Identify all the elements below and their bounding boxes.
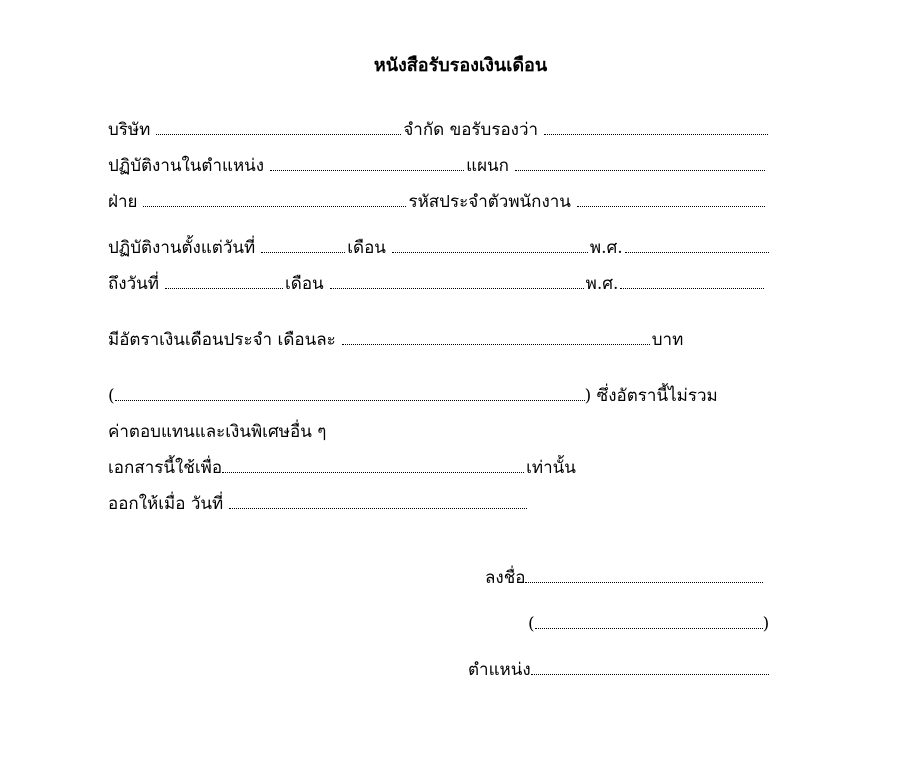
start-year-field[interactable] [625, 238, 769, 253]
department-label: แผนก [466, 156, 509, 176]
salary-row [108, 328, 683, 352]
position-row [108, 154, 767, 178]
signer-close-paren: ) [762, 614, 770, 634]
amount-words-field[interactable] [115, 386, 585, 401]
start-month-label: เดือน [347, 238, 386, 258]
end-year-label: พ.ศ. [585, 274, 619, 294]
start-date-row [108, 236, 771, 260]
company-name-field[interactable] [156, 120, 401, 135]
signature-row [485, 566, 763, 590]
signer-position-label: ตำแหน่ง [468, 660, 531, 680]
signer-name-row [528, 612, 769, 636]
sign-label: ลงชื่อ [485, 568, 526, 588]
end-year-field[interactable] [620, 274, 764, 289]
document-title: หนังสือรับรองเงินเดือน [373, 55, 548, 76]
start-date-label: ปฏิบัติงานตั้งแต่วันที่ [108, 238, 256, 258]
limited-certify-label: จำกัด ขอรับรองว่า [403, 120, 539, 140]
employee-name-field[interactable] [544, 120, 768, 135]
purpose-field[interactable] [222, 458, 524, 473]
salary-amount-field[interactable] [342, 330, 650, 345]
exclusion-note: ) ซึ่งอัตรานี้ไม่รวม [584, 386, 718, 406]
division-row [108, 190, 767, 214]
compensation-row [108, 420, 326, 444]
issued-row [108, 492, 529, 516]
end-month-label: เดือน [284, 274, 324, 294]
signer-position-row [468, 658, 769, 682]
signer-position-field[interactable] [531, 660, 769, 675]
compensation-note: ค่าตอบแทนและเงินพิเศษอื่น ๆ [108, 422, 327, 442]
end-month-field[interactable] [330, 274, 584, 289]
end-day-field[interactable] [165, 274, 283, 289]
purpose-label: เอกสารนี้ใช้เพื่อ [108, 458, 223, 478]
end-date-row [108, 272, 766, 296]
start-year-label: พ.ศ. [589, 238, 623, 258]
issued-date-field[interactable] [229, 494, 527, 509]
end-date-label: ถึงวันที่ [108, 274, 159, 294]
company-label: บริษัท [108, 120, 151, 140]
baht-label: บาท [651, 330, 684, 350]
employee-id-label: รหัสประจำตัวพนักงาน [408, 192, 571, 212]
division-field[interactable] [143, 192, 406, 207]
signer-name-field[interactable] [535, 614, 763, 629]
start-month-field[interactable] [392, 238, 588, 253]
employee-id-field[interactable] [577, 192, 765, 207]
purpose-row [108, 456, 576, 480]
salary-label: มีอัตราเงินเดือนประจำ เดือนละ [108, 330, 336, 350]
position-field[interactable] [270, 156, 464, 171]
only-label: เท่านั้น [526, 458, 576, 478]
open-paren: ( [108, 386, 115, 406]
signature-field[interactable] [525, 568, 763, 583]
department-field[interactable] [515, 156, 765, 171]
amount-words-row [108, 384, 718, 408]
start-day-field[interactable] [261, 238, 345, 253]
company-row [108, 118, 770, 142]
signer-open-paren: ( [528, 614, 535, 634]
issued-label: ออกให้เมื่อ วันที่ [108, 494, 224, 514]
position-label: ปฏิบัติงานในตำแหน่ง [108, 156, 265, 176]
division-label: ฝ่าย [108, 192, 138, 212]
